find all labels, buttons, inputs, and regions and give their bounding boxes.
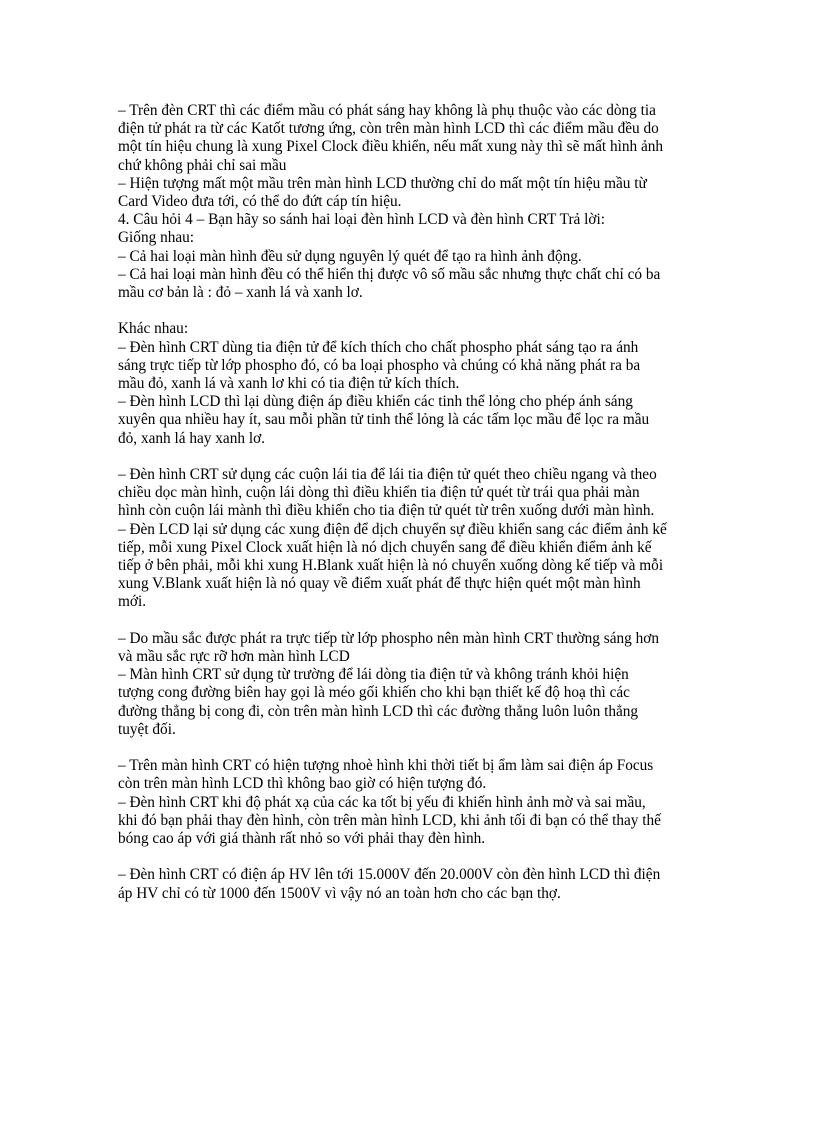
difference-lcd-pulse-scan: – Đèn LCD lại sử dụng các xung điện để dịch chuyển sự điều khiển sang các điểm ảnh kế tiếp, mỗi xung Pixel Clock xuất hiện là nó dịch chuyển sang để điều khiển điểm ảnh kế tiếp ở bên phải, mỗi khi xung H.Blank xuất hiện là nó chuyển xuống dòng kế tiếp và mỗi xung V.Blank xuất hiện là nó quay về điểm xuất phát để thực hiện quét một màn hình mới. (118, 520, 667, 611)
paragraph-lcd-missing-color: – Hiện tượng mất một mầu trên màn hình LCD thường chỉ do mất một tín hiệu mầu từ Card Video đưa tới, có thể do đứt cáp tín hiệu. (118, 174, 647, 211)
similarity-scan-principle: – Cả hai loại màn hình đều sử dụng nguyên lý quét để tạo ra hình ảnh động. (118, 247, 582, 265)
similarity-three-colors: – Cả hai loại màn hình đều có thể hiển thị được vô số mầu sắc nhưng thực chất chỉ có ba mầu cơ bản là : đỏ – xanh lá và xanh lơ. (118, 265, 661, 302)
difference-focus-humidity: – Trên màn hình CRT có hiện tượng nhoè hình khi thời tiết bị ẩm làm sai điện áp Focus còn trên màn hình LCD thì không bao giờ có hiện tượng đó. (118, 757, 654, 793)
document-body (118, 102, 698, 903)
difference-crt-phosphor: – Đèn hình CRT dùng tia điện tử để kích thích cho chất phospho phát sáng tạo ra ánh sáng trực tiếp từ lớp phospho đó, có ba loại phospho và chúng có khả năng phát ra ba mầu đỏ, xanh lá và xanh lơ khi có tia điện tử kích thích. (118, 338, 641, 393)
difference-crt-deflection: – Đèn hình CRT sử dụng các cuộn lái tia để lái tia điện tử quét theo chiều ngang và theo chiều dọc màn hình, cuộn lái dòng thì điều khiển tia điện tử quét từ trái qua phải màn hình còn cuộn lái mành thì điều khiển cho tia điện tử quét từ trên xuống dưới màn hình. (118, 466, 657, 520)
differences-heading: Khác nhau: (118, 320, 189, 338)
paragraph-spacer (118, 848, 698, 866)
question-4-heading: 4. Câu hỏi 4 – Bạn hãy so sánh hai loại đèn hình LCD và đèn hình CRT Trả lời: (118, 211, 606, 229)
difference-geometry-distortion: – Màn hình CRT sử dụng từ trường để lái dòng tia điện tử và không tránh khỏi hiện tượng cong đường biên hay gọi là méo gối khiến cho khi bạn thiết kế độ hoạ thì các đường thẳng bị cong đi, còn trên màn hình LCD thì các đường thẳng luôn luôn thẳng tuyệt đối. (118, 666, 639, 738)
paragraph-crt-pixel-color: – Trên đèn CRT thì các điểm mầu có phát sáng hay không là phụ thuộc vào các dòng tia điện tử phát ra từ các Katốt tương ứng, còn trên màn hình LCD thì các điểm mầu đều do một tín hiệu chung là xung Pixel Clock điều khiển, nếu mất xung này thì sẽ mất hình ảnh chứ không phải chỉ sai mầu (118, 102, 664, 174)
paragraph-spacer (118, 448, 698, 466)
paragraph-spacer (118, 739, 698, 757)
paragraph-spacer (118, 302, 698, 320)
similarities-heading: Giống nhau: (118, 229, 195, 247)
difference-lcd-liquid-crystal: – Đèn hình LCD thì lại dùng điện áp điều khiển các tinh thể lỏng cho phép ánh sáng xuyên qua nhiều hay ít, sau mỗi phần tử tinh thể lỏng là các tấm lọc mầu để lọc ra mầu đỏ, xanh lá hay xanh lơ. (118, 393, 650, 447)
difference-brightness: – Do mầu sắc được phát ra trực tiếp từ lớp phospho nên màn hình CRT thường sáng hơn và mầu sắc rực rỡ hơn màn hình LCD (118, 629, 659, 666)
difference-high-voltage: – Đèn hình CRT có điện áp HV lên tới 15.000V đến 20.000V còn đèn hình LCD thì điện áp HV chỉ có từ 1000 đến 1500V vì vậy nó an toàn hơn cho các bạn thợ. (118, 866, 661, 902)
paragraph-spacer (118, 612, 698, 630)
difference-cathode-emission: – Đèn hình CRT khi độ phát xạ của các ka tốt bị yếu đi khiến hình ảnh mờ và sai mầu, khi đó bạn phải thay đèn hình, còn trên màn hình LCD, khi ảnh tối đi bạn có thể thay thế bóng cao áp với giá thành rất nhỏ so với phải thay đèn hình. (118, 793, 661, 848)
